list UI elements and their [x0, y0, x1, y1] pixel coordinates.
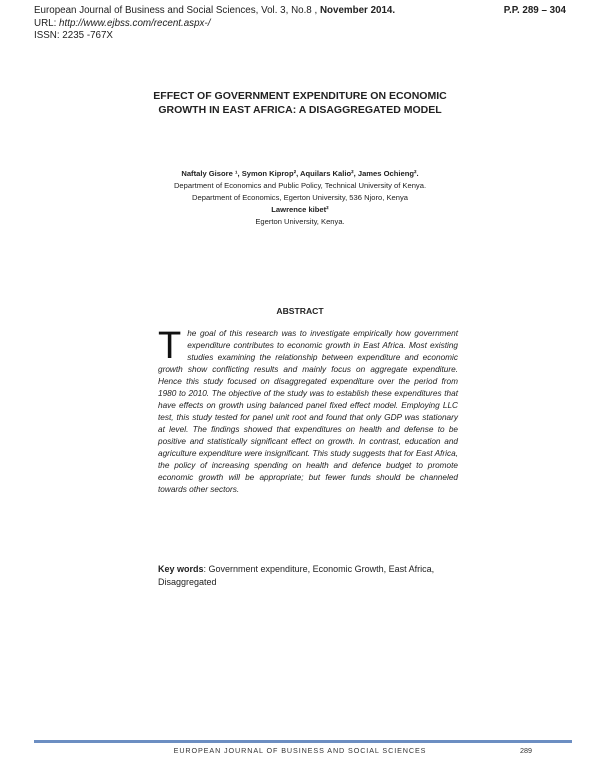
footer-page-number: 289 — [520, 746, 532, 755]
abstract-text: he goal of this research was to investigate empirically how government expenditure contributes to economic growth in East Africa. Most existing studies examining the relationship between expenditure and economic growth show conflicting results and mainly focus on aggregate expenditure. Hence this study focused on disaggregated expenditure over the period from 1980 to 2010. The objective of the study was to establish these expenditures that have effects on growth using balanced panel fixed effect model. Employing LLC test, this study tested for panel unit root and found that only GDP was stationary at level. The findings showed that expenditures on health and defense to be positive and statistically significant effect on growth. In contrast, education and agriculture expenditure were insignificant. This study suggests that for East Africa, the policy of increasing spending on health and defence budget to promote economic growth will be appropriate; but fewer funds should be channeled towards other sectors. — [158, 329, 458, 494]
footer-journal-name: EUROPEAN JOURNAL OF BUSINESS AND SOCIAL SCIENCES — [173, 746, 427, 755]
affiliation-3: Egerton University, Kenya. — [255, 217, 345, 226]
abstract-body — [158, 325, 458, 496]
abstract-heading: ABSTRACT — [276, 306, 324, 316]
journal-date: November 2014. — [319, 5, 396, 16]
author-block — [90, 168, 510, 228]
author-names: Naftaly Gisore ¹, Symon Kiprop², Aquilars Kalio², James Ochieng². — [181, 169, 419, 178]
journal-name: European Journal of Business and Social Sciences, — [34, 5, 262, 16]
journal-header — [34, 5, 395, 43]
journal-issn: ISSN: 2235 -767X — [34, 30, 113, 42]
extra-author: Lawrence kibet² — [271, 205, 329, 214]
journal-url-line — [34, 18, 395, 31]
affiliation-1: Department of Economics and Public Policy, Technical University of Kenya. — [173, 181, 427, 190]
journal-url-link[interactable]: http://www.ejbss.com/recent.aspx-/ — [59, 17, 211, 29]
footer-divider — [34, 740, 572, 743]
journal-citation-line — [34, 5, 395, 18]
drop-cap: T — [158, 325, 182, 367]
journal-volume: Vol. 3, No.8 , — [261, 5, 320, 16]
keywords — [158, 563, 468, 588]
url-label: URL: — [34, 17, 60, 29]
title-line-1: EFFECT OF GOVERNMENT EXPENDITURE ON ECONOMIC — [153, 90, 447, 102]
keywords-label: Key words — [158, 564, 204, 574]
title-line-2: GROWTH IN EAST AFRICA: A DISAGGREGATED MODEL — [158, 104, 442, 116]
affiliation-2: Department of Economics, Egerton University, 536 Njoro, Kenya — [192, 193, 408, 202]
page-range: P.P. 289 – 304 — [503, 5, 566, 16]
keywords-text: : Government expenditure, Economic Growth, East Africa, Disaggregated — [158, 564, 435, 587]
paper-title — [60, 89, 540, 117]
